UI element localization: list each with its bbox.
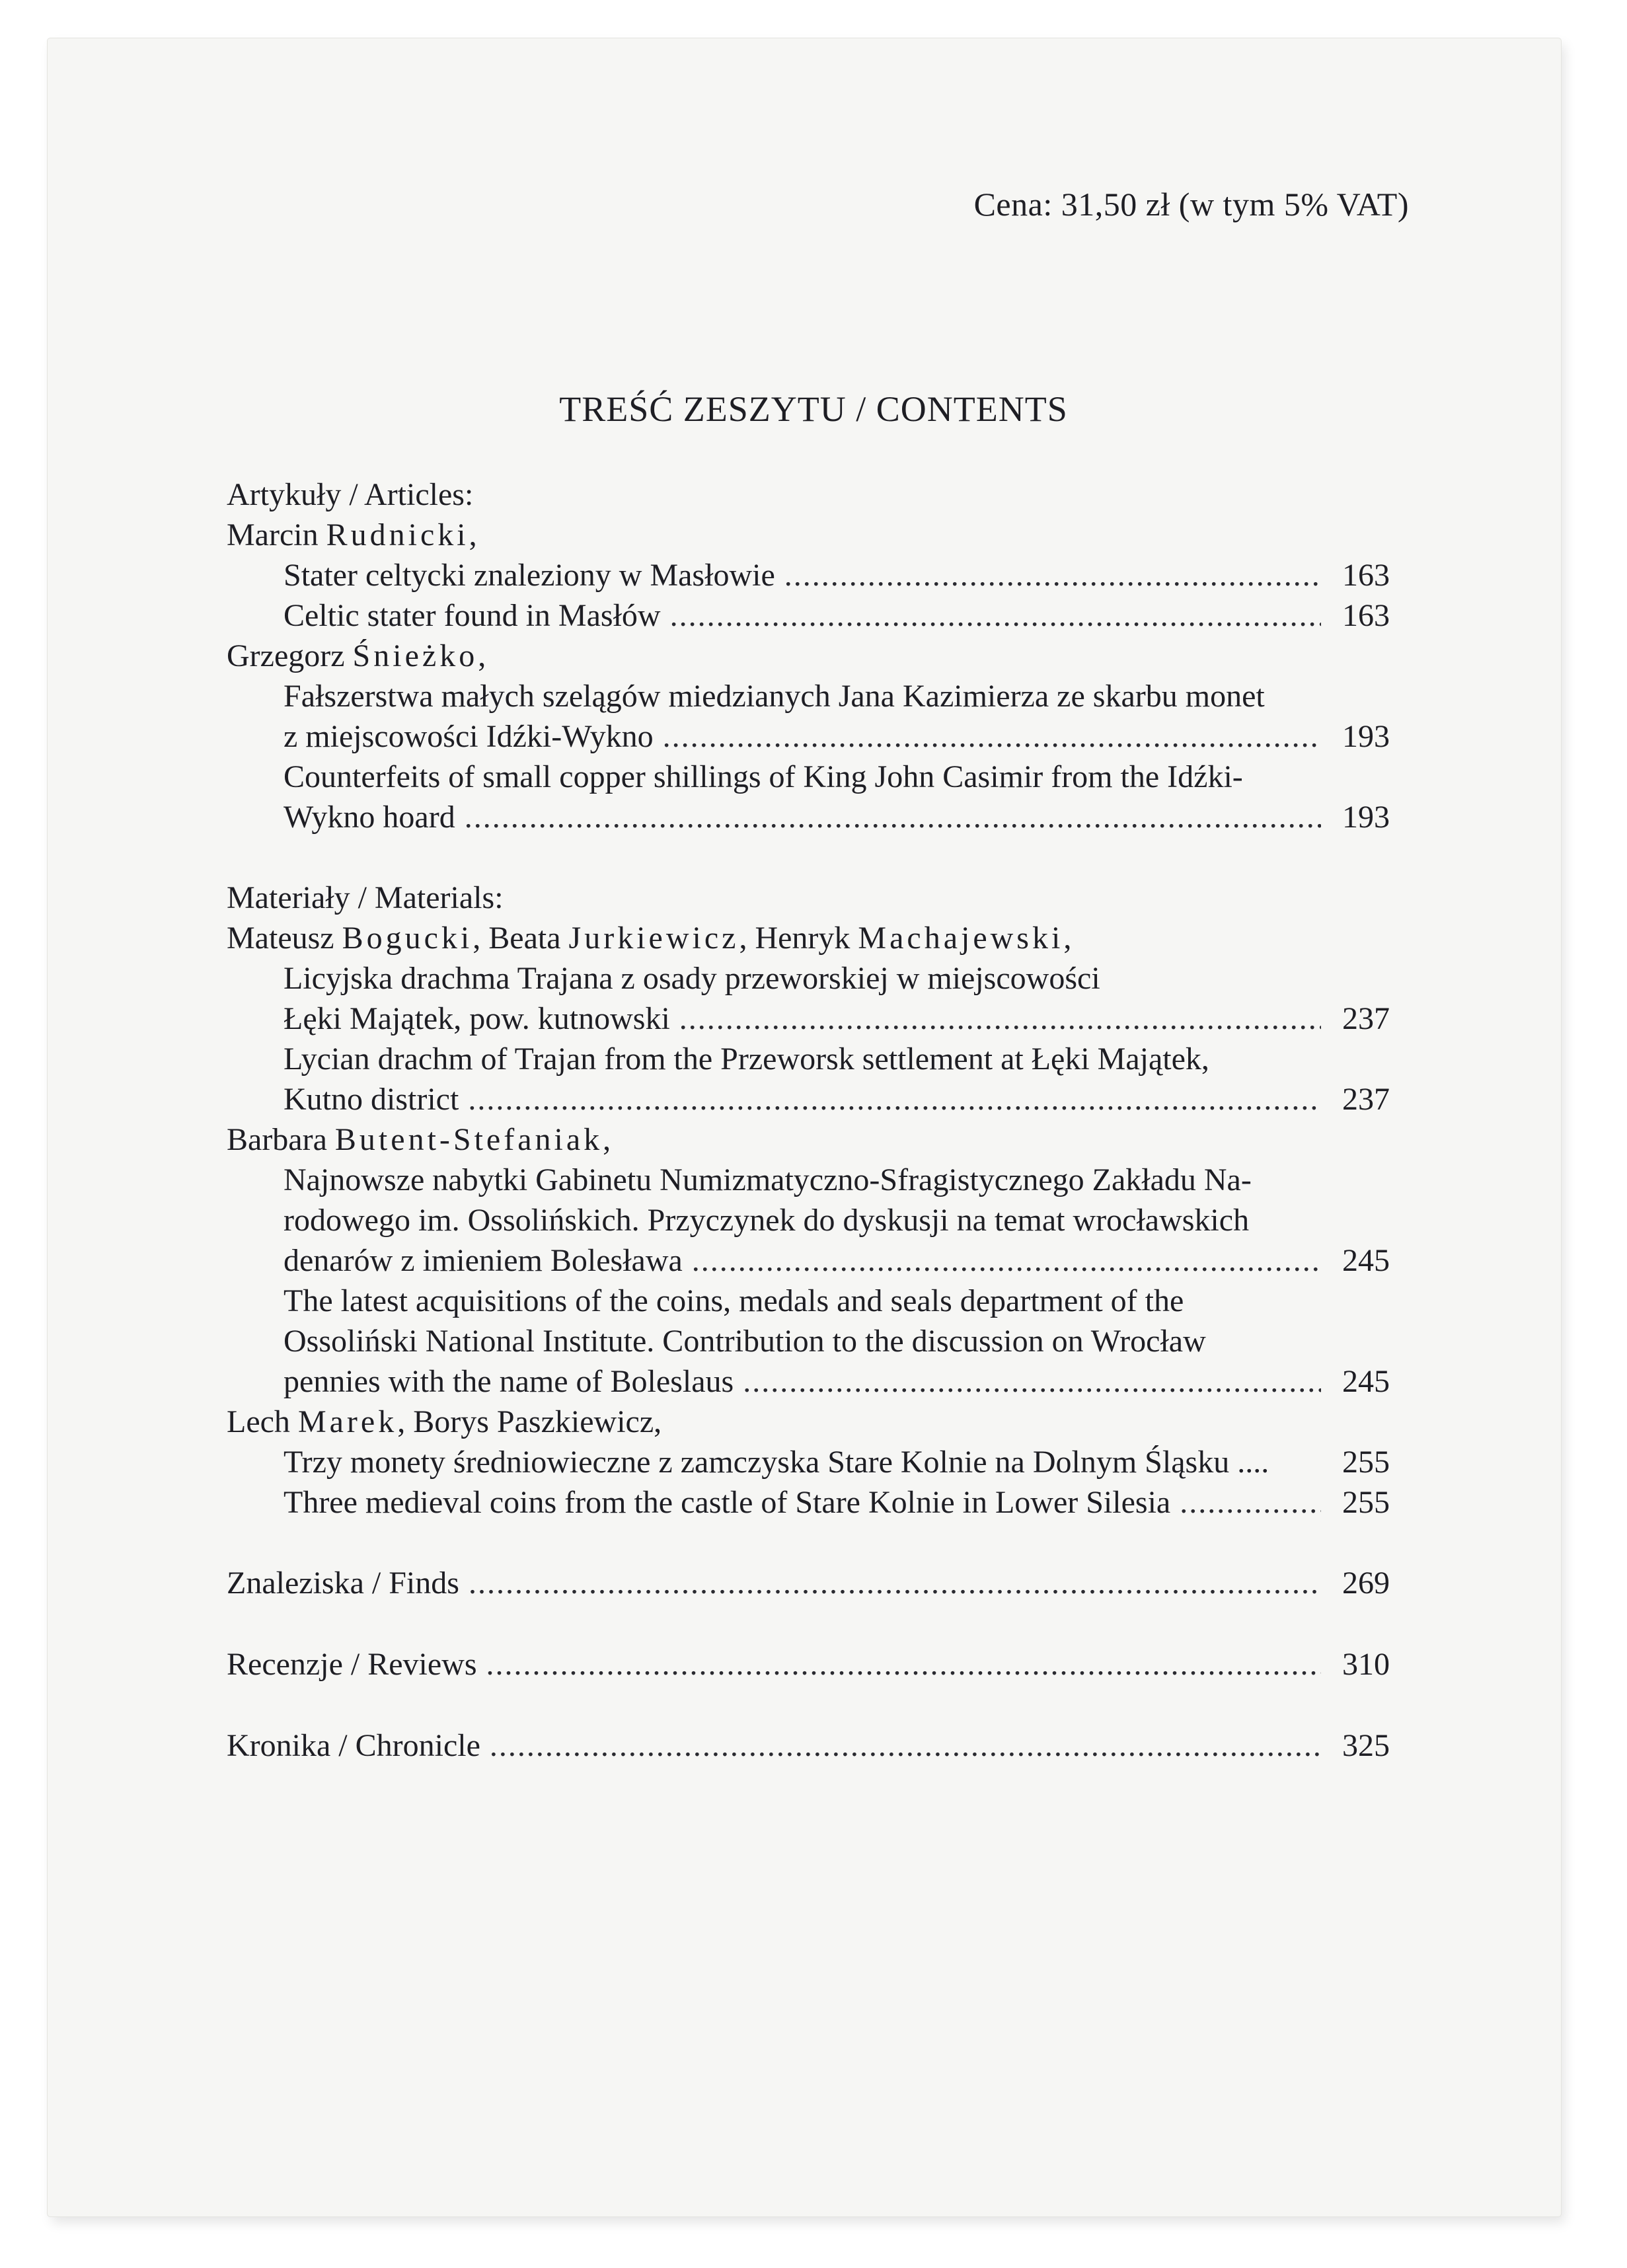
page-number: 237 (1342, 1082, 1390, 1117)
entry-title: denarów z imieniem Bolesława (284, 1243, 683, 1278)
author-surname: Rudnicki (326, 517, 469, 552)
entry-title-line: The latest acquisitions of the coins, medals and seals department of the (284, 1283, 1184, 1318)
toc-entry (227, 595, 1390, 636)
toc-entry-reviews (227, 1644, 1390, 1684)
page-number: 325 (1342, 1728, 1390, 1763)
author-first-name: Barbara (227, 1122, 327, 1157)
entry-title-line: Counterfeits of small copper shillings of King John Casimir from the Idźki- (284, 759, 1243, 794)
page-number: 245 (1342, 1243, 1390, 1278)
entry-title-line: Najnowsze nabytki Gabinetu Numizmatyczno-Sfragistycznego Zakładu Na- (284, 1162, 1252, 1197)
author-surname: Butent-Stefaniak (334, 1122, 603, 1157)
author-first-name: Mateusz (227, 921, 334, 956)
dot-leader (486, 1644, 1321, 1684)
author-first-name: Henryk (755, 921, 851, 956)
dot-leader (679, 999, 1321, 1039)
spacer (227, 1603, 1390, 1644)
page-number: 245 (1342, 1364, 1390, 1399)
dot-leader (468, 1079, 1321, 1119)
toc-entry (227, 1482, 1390, 1523)
toc-entry (227, 1079, 1390, 1119)
dot-leader (1180, 1482, 1321, 1523)
dot-leader (743, 1361, 1321, 1402)
dot-leader (465, 797, 1321, 837)
dot-leader (692, 1240, 1321, 1281)
spacer (227, 1523, 1390, 1563)
toc-entry-finds (227, 1563, 1390, 1603)
price-label: Cena: 31,50 zł (w tym 5% VAT) (973, 186, 1409, 223)
entry-title-line: Ossoliński National Institute. Contribution to the discussion on Wrocław (284, 1324, 1206, 1359)
page-number: 193 (1342, 719, 1390, 754)
dot-leader (663, 716, 1321, 757)
entry-title: Kutno district (284, 1082, 459, 1117)
page-number: 163 (1342, 598, 1390, 633)
page-number: 255 (1342, 1485, 1390, 1520)
section-label-articles: Artykuły / Articles: (227, 477, 474, 512)
spacer (227, 837, 1390, 878)
entry-title: Trzy monety średniowieczne z zamczyska Stare Kolnie na Dolnym Śląsku .... (284, 1445, 1269, 1480)
toc-entry (227, 1361, 1390, 1402)
author-line: Lech Marek, Borys Paszkiewicz, (227, 1404, 662, 1439)
page-number: 163 (1342, 558, 1390, 593)
author-surname: Marek (297, 1404, 398, 1439)
author-surname: Paszkiewicz (496, 1404, 654, 1439)
entry-title: z miejscowości Idźki-Wykno (284, 719, 654, 754)
dot-leader (784, 555, 1321, 595)
toc-entry (227, 1240, 1390, 1281)
entry-title: Łęki Majątek, pow. kutnowski (284, 1001, 670, 1036)
toc-entry (227, 716, 1390, 757)
entry-title: Znaleziska / Finds (227, 1566, 459, 1601)
entry-title-line: rodowego im. Ossolińskich. Przyczynek do dyskusji na temat wrocławskich (284, 1203, 1250, 1238)
toc-entry (227, 999, 1390, 1039)
toc-entry (227, 555, 1390, 595)
entry-title: Recenzje / Reviews (227, 1647, 477, 1682)
contents-heading: TREŚĆ ZESZYTU / CONTENTS (559, 389, 1068, 429)
page-number: 269 (1342, 1566, 1390, 1601)
entry-title-line: Licyjska drachma Trajana z osady przeworskiej w miejscowości (284, 961, 1100, 996)
author-first-name: Beata (488, 921, 561, 956)
page-number: 193 (1342, 800, 1390, 835)
author-first-name: Borys (413, 1404, 489, 1439)
author-line: Barbara Butent-Stefaniak, (227, 1122, 611, 1157)
toc-entry (227, 797, 1390, 837)
author-surname: Bogucki (342, 921, 473, 956)
table-of-contents (227, 474, 1390, 1766)
entry-title-line: Fałszerstwa małych szelągów miedzianych Jana Kazimierza ze skarbu monet (284, 679, 1265, 714)
entry-title: pennies with the name of Boleslaus (284, 1364, 734, 1399)
author-line: Grzegorz Śnieżko, (227, 638, 486, 673)
author-surname: Jurkiewicz (568, 921, 739, 956)
entry-title: Celtic stater found in Masłów (284, 598, 661, 633)
dot-leader (670, 595, 1321, 636)
author-first-name: Grzegorz (227, 638, 345, 673)
entry-title: Three medieval coins from the castle of Stare Kolnie in Lower Silesia (284, 1485, 1171, 1520)
entry-title: Stater celtycki znaleziony w Masłowie (284, 558, 775, 593)
toc-entry-chronicle (227, 1725, 1390, 1766)
author-line: Mateusz Bogucki, Beata Jurkiewicz, Henryk Machajewski, (227, 921, 1072, 956)
toc-entry (227, 1442, 1390, 1482)
author-line: Marcin Rudnicki, (227, 517, 477, 552)
page-number: 255 (1342, 1445, 1390, 1480)
dot-leader (469, 1563, 1321, 1603)
author-first-name: Lech (227, 1404, 290, 1439)
author-first-name: Marcin (227, 517, 319, 552)
entry-title: Wykno hoard (284, 800, 455, 835)
entry-title-line: Lycian drachm of Trajan from the Przeworsk settlement at Łęki Majątek, (284, 1041, 1209, 1077)
page-number: 310 (1342, 1647, 1390, 1682)
page-number: 237 (1342, 1001, 1390, 1036)
dot-leader (490, 1725, 1321, 1766)
author-surname: Śnieżko (352, 638, 478, 673)
section-label-materials: Materiały / Materials: (227, 880, 504, 915)
author-surname: Machajewski (858, 921, 1064, 956)
spacer (227, 1684, 1390, 1725)
entry-title: Kronika / Chronicle (227, 1728, 480, 1763)
